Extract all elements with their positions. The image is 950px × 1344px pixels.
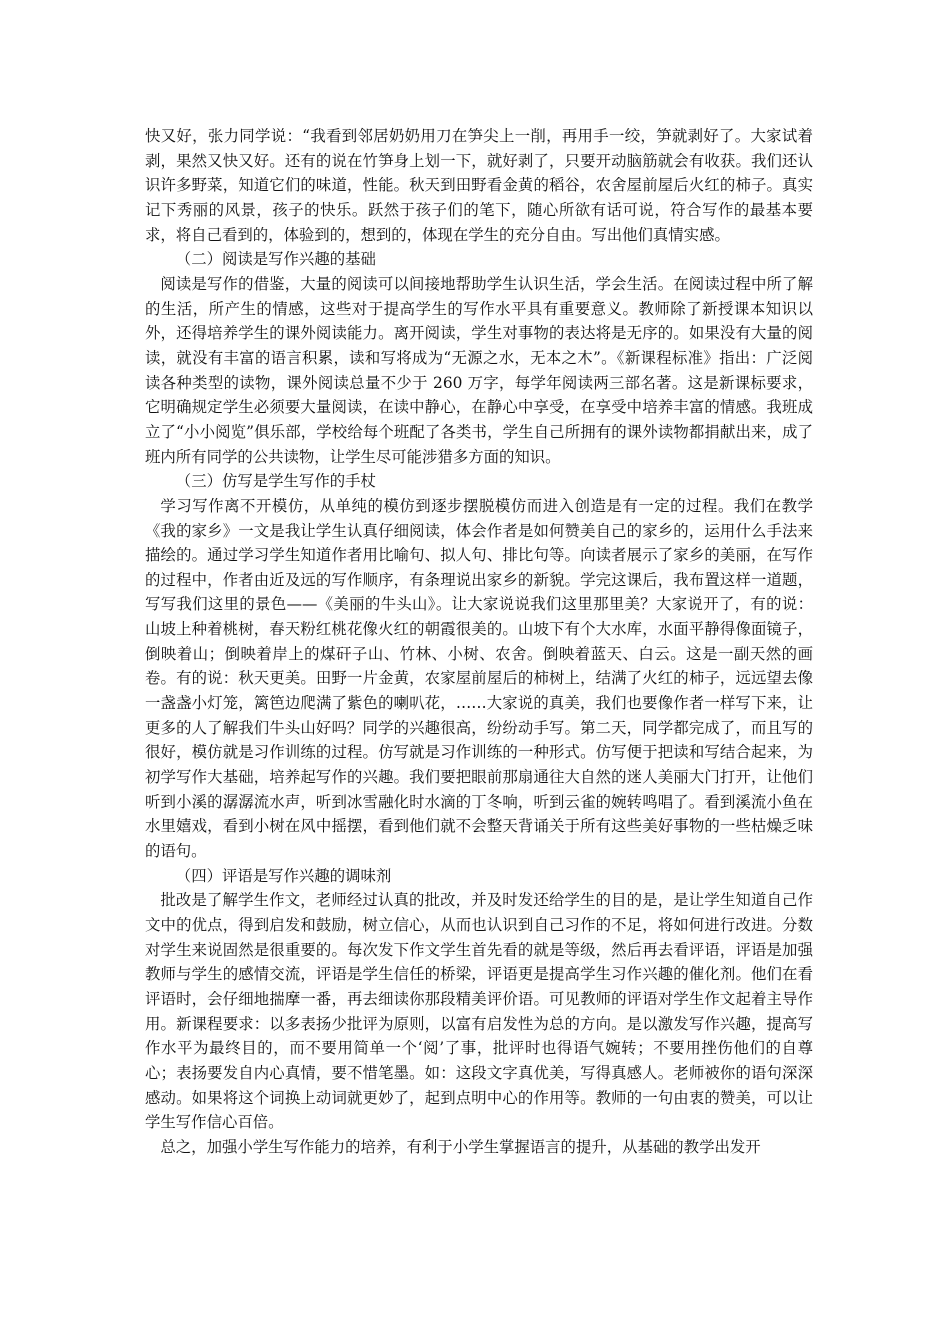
section-heading-imitation: （三）仿写是学生写作的手杖 [175,472,376,491]
paragraph-intro: 快又好，张力同学说：“我看到邻居奶奶用刀在笋尖上一削，再用手一绞，笋就剥好了。大家试着剥，果然又快又好。还有的说在竹笋身上划一下，就好剥了，只要开动脑筋就会有收获。我们还认识许多野菜，知道它们的味道，性能。秋天到田野看金黄的稻谷，农舍屋前屋后火红的柿子。真实记下秀丽的风景，孩子的快乐。跃然于孩子们的笔下，随心所欲有话可说，符合写作的最基本要求，将自己看到的，体验到的，想到的，体现在学生的充分自由。写出他们真情实感。 [145,127,813,244]
section-heading-reading: （二）阅读是写作兴趣的基础 [175,250,376,269]
section-heading-comments: （四）评语是写作兴趣的调味剂 [175,866,392,885]
document-page [145,124,813,1160]
paragraph-comments: 批改是了解学生作文，老师经过认真的批改，并及时发还给学生的目的是，是让学生知道自己作文中的优点，得到启发和鼓励，树立信心，从而也认识到自己习作的不足，将如何进行改进。分数对学生来说固然是很重要的。每次发下作文学生首先看的就是等级，然后再去看评语，评语是加强教师与学生的感情交流，评语是学生信任的桥梁，评语更是提高学生习作兴趣的催化剂。他们在看评语时，会仔细地揣摩一番，再去细读你那段精美评价语。可见教师的评语对学生作文起着主导作用。新课程要求：以多表扬少批评为原则，以富有启发性为总的方向。是以激发写作兴趣，提高写作水平为最终目的，而不要用简单一个‘阅’了事，批评时也得语气婉转；不要用挫伤他们的自尊心；表扬要发自内心真情，要不惜笔墨。如：这段文字真优美，写得真感人。老师被你的语句深深感动。如果将这个词换上动词就更妙了，起到点明中心的作用等。教师的一句由衷的赞美，可以让学生写作信心百倍。 [145,891,813,1132]
paragraph-conclusion: 总之，加强小学生写作能力的培养，有利于小学生掌握语言的提升，从基础的教学出发开 [160,1137,761,1156]
paragraph-reading: 阅读是写作的借鉴，大量的阅读可以间接地帮助学生认识生活，学会生活。在阅读过程中所了解的生活，所产生的情感，这些对于提高学生的写作水平具有重要意义。教师除了新授课本知识以外，还得培养学生的课外阅读能力。离开阅读，学生对事物的表达将是无序的。如果没有大量的阅读，就没有丰富的语言积累，读和写将成为“无源之水，无本之木”。《新课程标准》指出：广泛阅读各种类型的读物，课外阅读总量不少于 260 万字，每学年阅读两三部名著。这是新课标要求，它明确规定学生必须要大量阅读，在读中静心，在静心中享受，在享受中培养丰富的情感。我班成立了“小小阅览”俱乐部，学校给每个班配了各类书，学生自己所拥有的课外读物都捐献出来，成了班内所有同学的公共读物，让学生尽可能涉猎多方面的知识。 [145,274,813,466]
paragraph-imitation: 学习写作离不开模仿，从单纯的模仿到逐步摆脱模仿而进入创造是有一定的过程。我们在教学《我的家乡》一文是我让学生认真仔细阅读，体会作者是如何赞美自己的家乡的，运用什么手法来描绘的。通过学习学生知道作者用比喻句、拟人句、排比句等。向读者展示了家乡的美丽，在写作的过程中，作者由近及远的写作顺序，有条理说出家乡的新貌。学完这课后，我布置这样一道题，写写我们这里的景色——《美丽的牛头山》。让大家说说我们这里那里美？大家说开了，有的说：山坡上种着桃树，春天粉红桃花像火红的朝霞很美的。山坡下有个大水库，水面平静得像面镜子，倒映着山；倒映着岸上的煤矸子山、竹林、小树、农舍。倒映着蓝天、白云。这是一副天然的画卷。有的说：秋天更美。田野一片金黄，农家屋前屋后的柿树上，结满了火红的柿子，远远望去像一盏盏小灯笼，篱笆边爬满了紫色的喇叭花，……大家说的真美，我们也要像作者一样写下来，让更多的人了解我们牛头山好吗？同学的兴趣很高，纷纷动手写。第二天，同学都完成了，而且写的很好，模仿就是习作训练的过程。仿写就是习作训练的一种形式。仿写便于把读和写结合起来，为初学写作大基础，培养起写作的兴趣。我们要把眼前那扇通往大自然的迷人美丽大门打开，让他们听到小溪的潺潺流水声，听到冰雪融化时水滴的丁冬响，听到云雀的婉转鸣唱了。看到溪流小鱼在水里嬉戏，看到小树在风中摇摆，看到他们就不会整天背诵关于所有这些美好事物的一些枯燥乏味的语句。 [145,496,813,861]
